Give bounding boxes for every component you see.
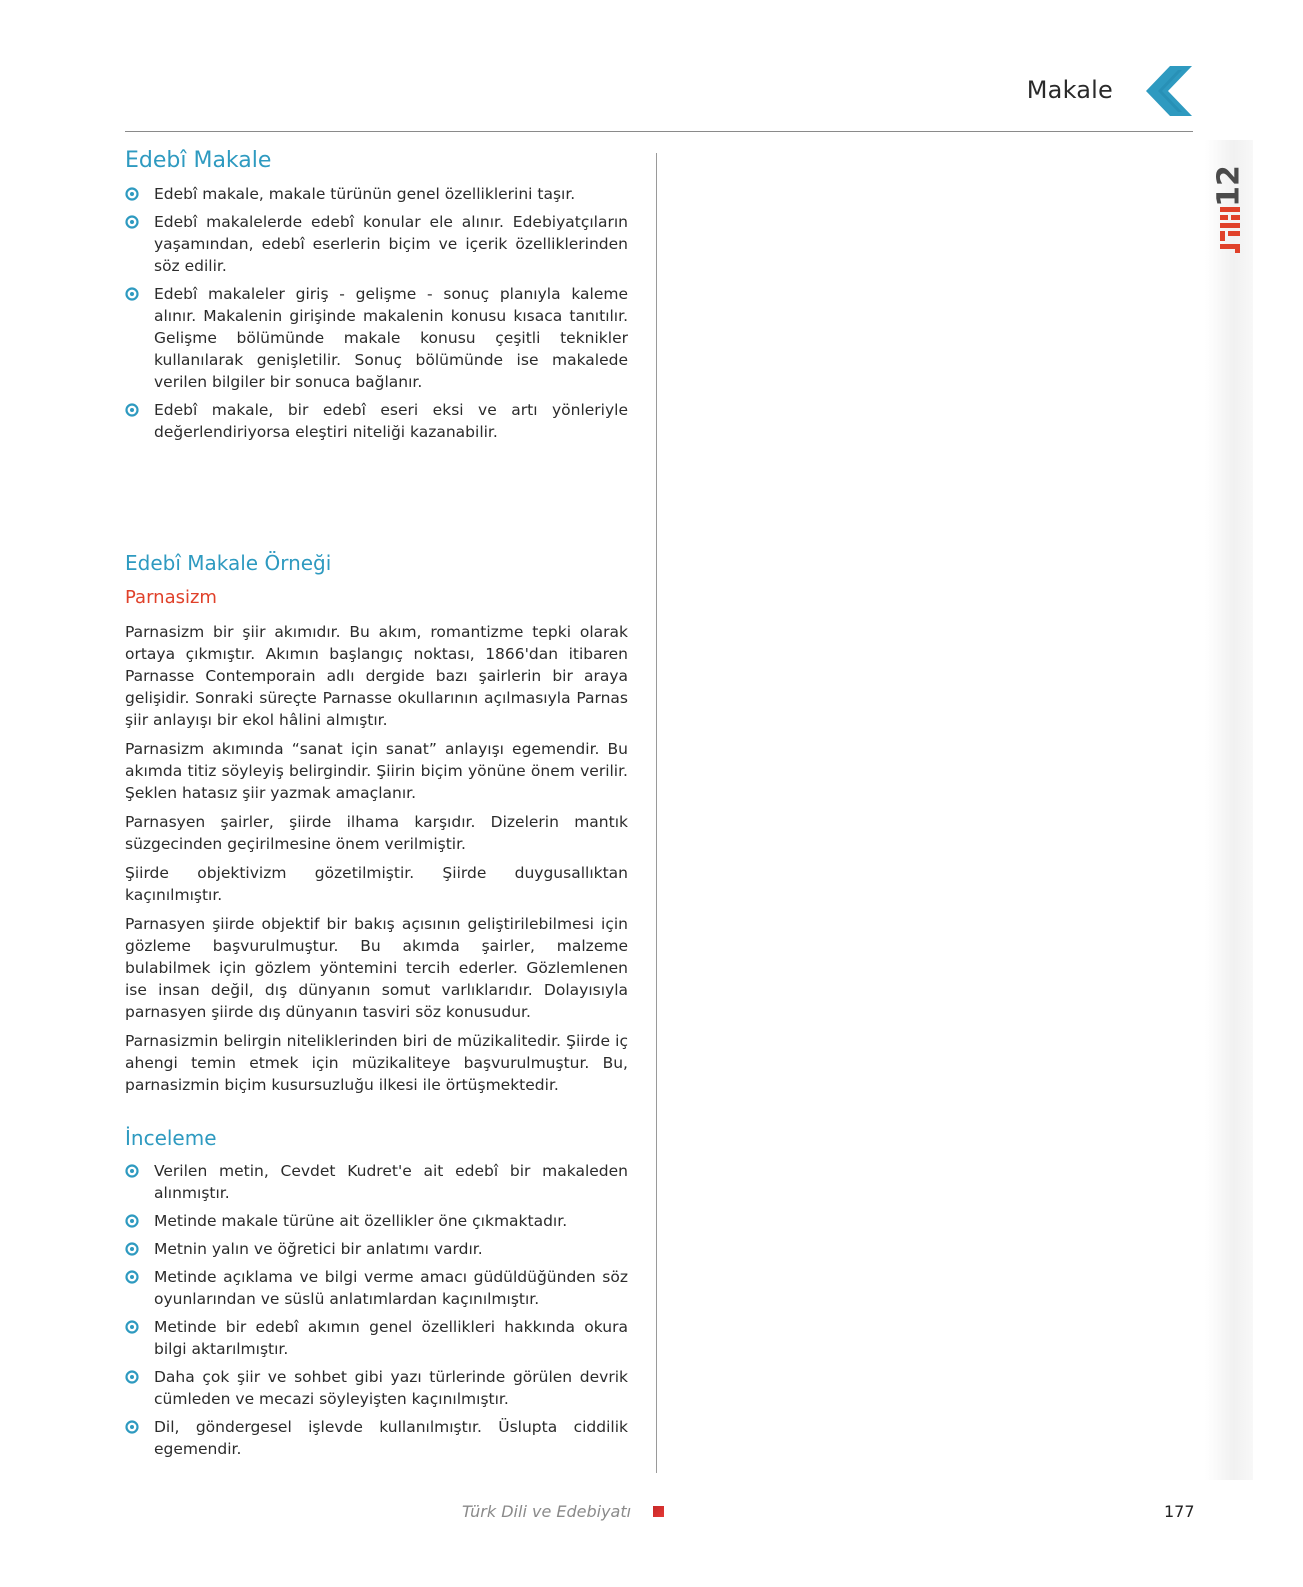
target-bullet-icon [125,215,139,229]
header-divider [125,131,1193,132]
list-item [125,1316,628,1360]
list-item-text: Edebî makalelerde edebî konular ele alınır. Edebiyatçıların yaşamından, edebî eserlerin biçim ve içerik özelliklerinden söz edilir. [154,213,628,275]
section-inceleme [125,1126,628,1466]
list-item-text: Metinde makale türüne ait özellikler öne çıkmaktadır. [154,1212,568,1230]
grade-label: 12 [1211,165,1247,207]
section-heading: Edebî Makale [125,148,272,173]
list-item [125,1238,628,1260]
target-bullet-icon [125,187,139,201]
list-item-text: Dil, göndergesel işlevde kullanılmıştır. Üslupta ciddilik egemendir. [154,1418,628,1458]
list-item-text: Edebî makale, bir edebî eseri eksi ve artı yönleriyle değerlendiriyorsa eleştiri niteliği kazanabilir. [154,401,628,441]
side-tab-band [1205,140,1253,1480]
bullet-list [125,183,628,443]
list-item [125,1160,628,1204]
list-item [125,1266,628,1310]
list-item-text: Verilen metin, Cevdet Kudret'e ait edebî bir makaleden alınmıştır. [154,1162,628,1202]
target-bullet-icon [125,403,139,417]
paragraph: Parnasizm akımında “sanat için sanat” anlayışı egemendir. Bu akımda titiz söyleyiş belirgindir. Şiirin biçim yönüne önem verilir. Şeklen hatasız şiir yazmak amaçlanır. [125,740,628,802]
list-item-text: Metinde açıklama ve bilgi verme amacı güdüldüğünden söz oyunlarından ve süslü anlatımlardan kaçınılmıştır. [154,1268,628,1308]
target-bullet-icon [125,1270,139,1284]
list-item-text: Metnin yalın ve öğretici bir anlatımı vardır. [154,1240,483,1258]
list-item [125,183,628,205]
article-body [125,621,628,1096]
page-number: 177 [1164,1502,1195,1521]
target-bullet-icon [125,1164,139,1178]
page-header-title: Makale [1026,76,1113,104]
footer-book-title: Türk Dili ve Edebiyatı [462,1502,632,1521]
chevron-left-icon [1144,66,1196,116]
paragraph: Parnasizmin belirgin niteliklerinden biri de müzikalitedir. Şiirde iç ahengi temin etmek için müzikaliteye başvurulmuştur. Bu, parnasizmin biçim kusursuzluğu ilkesi ile örtüşmektedir. [125,1032,628,1094]
target-bullet-icon [125,1420,139,1434]
target-bullet-icon [125,1242,139,1256]
target-bullet-icon [125,1370,139,1384]
section-heading: Edebî Makale Örneği [125,551,332,575]
list-item-text: Edebî makale, makale türünün genel özelliklerini taşır. [154,185,576,203]
target-bullet-icon [125,1320,139,1334]
target-bullet-icon [125,287,139,301]
list-item [125,211,628,277]
target-bullet-icon [125,1214,139,1228]
section-makale-ornegi [125,551,628,1103]
list-item [125,1416,628,1460]
section-edebi-makale [125,148,628,449]
list-item [125,399,628,443]
list-item-text: Metinde bir edebî akımın genel özellikleri hakkında okura bilgi aktarılmıştır. [154,1318,628,1358]
column-divider [656,153,657,1473]
list-item-text: Edebî makaleler giriş - gelişme - sonuç planıyla kaleme alınır. Makalenin girişinde makalenin konusu kısaca tanıtılır. Gelişme bölümünde makale konusu çeşitli teknikler kullanılarak genişletilir. Sonuç bölümünde ise makalede verilen bilgiler bir sonuca bağlanır. [154,285,628,391]
publisher-logo-icon [1216,205,1244,255]
paragraph: Parnasizm bir şiir akımıdır. Bu akım, romantizme tepki olarak ortaya çıkmıştır. Akımın başlangıç noktası, 1866'dan itibaren Parnasse Contemporain adlı dergide bazı şairlerin bir araya gelişidir. Sonraki süreçte Parnasse okullarının açılmasıyla Parnas şiir anlayışı bir ekol hâlini almıştır. [125,623,628,729]
paragraph: Parnasyen şairler, şiirde ilhama karşıdır. Dizelerin mantık süzgecinden geçirilmesine önem verilmiştir. [125,813,628,853]
list-item [125,283,628,393]
list-item [125,1366,628,1410]
list-item [125,1210,628,1232]
article-title: Parnasizm [125,587,217,608]
paragraph: Şiirde objektivizm gözetilmiştir. Şiirde duygusallıktan kaçınılmıştır. [125,864,628,904]
paragraph: Parnasyen şiirde objektif bir bakış açısının geliştirilebilmesi için gözleme başvurulmuştur. Bu akımda şairler, malzeme bulabilmek için gözlem yöntemini tercih ederler. Gözlemlenen ise insan değil, dış dünyanın somut varlıklarıdır. Dolayısıyla parnasyen şiirde dış dünyanın tasviri söz konusudur. [125,915,628,1021]
footer-square-icon [653,1506,664,1517]
list-item-text: Daha çok şiir ve sohbet gibi yazı türlerinde görülen devrik cümleden ve mecazi söyleyişten kaçınılmıştır. [154,1368,628,1408]
section-heading: İnceleme [125,1126,217,1150]
bullet-list [125,1160,628,1460]
